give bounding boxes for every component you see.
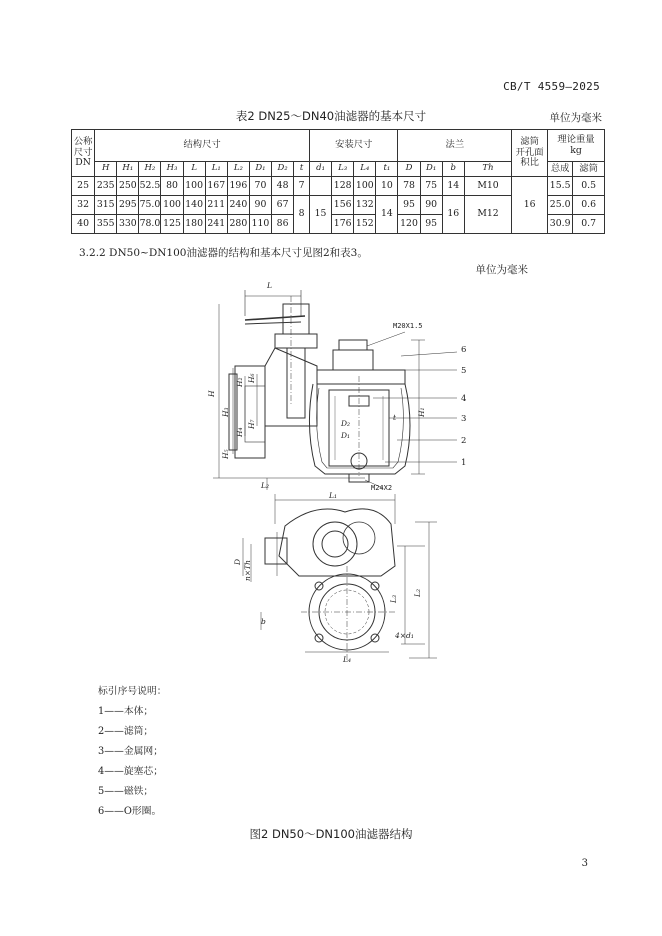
dim-label: n×Th: [243, 560, 252, 581]
col-header: H₂: [139, 162, 161, 177]
dimension-table: [71, 129, 605, 234]
dim-label: M24X2: [371, 484, 393, 492]
dim-label: D: [233, 558, 242, 565]
cell: 0.6: [573, 196, 605, 215]
cell: 95: [398, 196, 420, 215]
callout-number: 6: [461, 345, 467, 355]
legend-item: 5——磁铁；: [98, 786, 154, 797]
cell: 280: [227, 215, 249, 234]
legend-title: 标引序号说明：: [98, 686, 167, 697]
cell: 315: [95, 196, 117, 215]
cell: 211: [205, 196, 227, 215]
legend-item: 4——旋塞芯；: [98, 766, 164, 777]
cell: 167: [205, 177, 227, 196]
cell: 176: [332, 215, 354, 234]
cell: 25: [72, 177, 95, 196]
cell: M12: [464, 196, 511, 234]
col-header: L: [183, 162, 205, 177]
col-header: L₃: [332, 162, 354, 177]
cell: 80: [161, 177, 183, 196]
standard-code: CB/T 4559—2025: [503, 80, 600, 93]
table-row: [72, 177, 605, 196]
cell: 16: [442, 196, 464, 234]
col-header: b: [442, 162, 464, 177]
cell: 100: [183, 177, 205, 196]
section-text: 3.2.2 DN50~DN100油滤器的结构和基本尺寸见图2和表3。: [79, 247, 368, 259]
cell: 86: [272, 215, 294, 234]
cell: 100: [161, 196, 183, 215]
col-header: D₁: [249, 162, 271, 177]
dim-label: H₂: [235, 377, 244, 387]
cell: 32: [72, 196, 95, 215]
dim-label: H₇: [247, 419, 256, 429]
cell: 196: [227, 177, 249, 196]
cell: 110: [249, 215, 271, 234]
cell: 235: [95, 177, 117, 196]
cell: 241: [205, 215, 227, 234]
cell: 156: [332, 196, 354, 215]
col-header: D₁: [420, 162, 442, 177]
dim-label: L₄: [343, 655, 351, 664]
cell: 25.0: [548, 196, 573, 215]
cell: 140: [183, 196, 205, 215]
legend-item: 6——O形圈。: [98, 806, 162, 817]
cell: 67: [272, 196, 294, 215]
dim-label: b: [261, 617, 266, 626]
callout-number: 5: [461, 366, 467, 376]
figure-unit: 单位为毫米: [475, 264, 528, 276]
col-header: L₄: [354, 162, 376, 177]
cell: 15: [310, 196, 332, 234]
cell: 240: [227, 196, 249, 215]
callout-number: 4: [461, 394, 467, 404]
cell: 14: [376, 196, 398, 234]
legend-item: 2——滤筒；: [98, 726, 154, 737]
cell: [310, 177, 332, 196]
dim-label: L₃: [389, 595, 398, 603]
dim-label: H₅: [221, 449, 230, 459]
cell: 295: [117, 196, 139, 215]
dim-label: H₃: [221, 407, 230, 417]
dim-label: M20X1.5: [393, 322, 423, 330]
dim-label: D₁: [341, 431, 351, 440]
cell: 52.5: [139, 177, 161, 196]
cell: 40: [72, 215, 95, 234]
col-header: L₂: [227, 162, 249, 177]
cell: 15.5: [548, 177, 573, 196]
filter-drawing: [205, 276, 485, 671]
dim-label: H: [207, 390, 216, 397]
callout-number: 3: [461, 414, 467, 424]
legend-item: 3——金属网；: [98, 746, 164, 757]
legend: [98, 682, 167, 822]
cell: 355: [95, 215, 117, 234]
col-header: 总成: [548, 162, 573, 177]
cell: 16: [512, 177, 548, 234]
cell: 30.9: [548, 215, 573, 234]
dim-label: D₂: [341, 419, 351, 428]
col-header: H: [95, 162, 117, 177]
cell: 75.0: [139, 196, 161, 215]
cell: M10: [464, 177, 511, 196]
dim-label: 4×d₁: [395, 631, 414, 640]
cell: 132: [354, 196, 376, 215]
col-group-nominal: 公称 尺寸 DN: [72, 130, 95, 177]
cell: 0.5: [573, 177, 605, 196]
cell: 180: [183, 215, 205, 234]
dim-label: H₆: [247, 373, 256, 383]
col-header: L₁: [205, 162, 227, 177]
callout-number: 2: [461, 436, 467, 446]
figure-caption: 图2 DN50～DN100油滤器结构: [249, 827, 413, 841]
cell: 152: [354, 215, 376, 234]
cell: 10: [376, 177, 398, 196]
callout-number: 1: [461, 458, 467, 468]
col-group-flange: 法兰: [398, 130, 512, 162]
col-header: H₃: [161, 162, 183, 177]
dim-label: L₂: [413, 589, 422, 597]
dim-label: L₁: [329, 491, 337, 500]
cell: 90: [420, 196, 442, 215]
cell: 250: [117, 177, 139, 196]
dim-label: L₂: [261, 481, 269, 490]
col-header: t₁: [376, 162, 398, 177]
col-header: D₂: [272, 162, 294, 177]
col-group-filter-ratio: 滤筒 开孔面 积比: [512, 130, 548, 177]
cell: 7: [294, 177, 310, 196]
cell: 48: [272, 177, 294, 196]
cell: 14: [442, 177, 464, 196]
col-group-install: 安装尺寸: [310, 130, 398, 162]
cell: 100: [354, 177, 376, 196]
cell: 0.7: [573, 215, 605, 234]
cell: 90: [249, 196, 271, 215]
cell: 78.0: [139, 215, 161, 234]
dim-label: H₄: [235, 427, 244, 437]
col-group-weight: 理论重量 kg: [548, 130, 605, 162]
table-unit: 单位为毫米: [549, 112, 602, 124]
cell: 78: [398, 177, 420, 196]
page-number: 3: [581, 858, 588, 869]
col-header: t: [294, 162, 310, 177]
cell: 330: [117, 215, 139, 234]
col-header: Th: [464, 162, 511, 177]
cell: 75: [420, 177, 442, 196]
col-group-structure: 结构尺寸: [95, 130, 310, 162]
col-header: 滤筒: [573, 162, 605, 177]
dim-label: t: [393, 413, 397, 422]
cell: 8: [294, 196, 310, 234]
cell: 70: [249, 177, 271, 196]
legend-item: 1——本体；: [98, 706, 154, 717]
col-header: H₁: [117, 162, 139, 177]
col-header: d₁: [310, 162, 332, 177]
cell: 125: [161, 215, 183, 234]
cell: 95: [420, 215, 442, 234]
cell: 120: [398, 215, 420, 234]
col-header: D: [398, 162, 420, 177]
table-caption: 表2 DN25～DN40油滤器的基本尺寸: [235, 109, 427, 123]
dim-label: L: [267, 281, 272, 290]
cell: 128: [332, 177, 354, 196]
dim-label: H₁: [417, 407, 426, 417]
